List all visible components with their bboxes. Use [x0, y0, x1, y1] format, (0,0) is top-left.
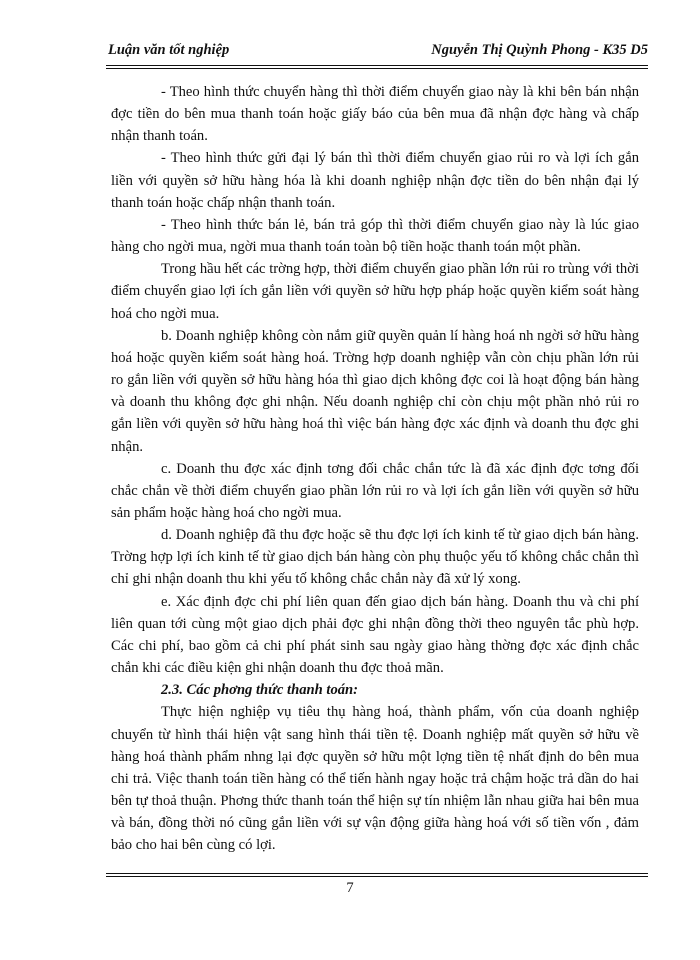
header-author: Nguyễn Thị Quỳnh Phong - K35 D5 [431, 42, 648, 58]
paragraph-risk-transfer: Trong hầu hết các trờng hợp, thời điểm chuyển giao phần lớn rủi ro trùng với thời điểm chuyển giao lợi ích gắn liền với quyền sở hữu hợp pháp hoặc quyền kiểm soát hàng hoá cho ngời mua. [111, 261, 639, 322]
header-thesis-title: Luận văn tốt nghiệp [108, 42, 230, 58]
page-number: 7 [346, 880, 354, 896]
paragraph-transfer-agent: - Theo hình thức gửi đại lý bán thì thời điểm chuyển giao rủi ro và lợi ích gắn liền với quyền sở hữu hàng hóa là khi doanh nghiệp nhận đợc tiền do bên nhận đại lý thanh toán hoặc chấp nhận thanh toán. [111, 150, 639, 211]
page-header [106, 40, 648, 62]
paragraph-transfer-retail: - Theo hình thức bán lẻ, bán trả góp thì thời điểm chuyển giao này là lúc giao hàng cho ngời mua, ngời mua thanh toán toàn bộ tiền hoặc thanh toán một phần. [111, 216, 639, 256]
paragraph-condition-c: c. Doanh thu đợc xác định tơng đối chắc chắn tức là đã xác định đợc tơng đối chắc chắn về thời điểm chuyển giao phần lớn rủi ro và lợi ích gắn liền với quyền sở hữu sản phẩm hoặc hàng hoá cho ngời mua. [111, 460, 639, 521]
header-rule [106, 65, 648, 69]
paragraph-transfer-shipping: - Theo hình thức chuyển hàng thì thời điểm chuyển giao này là khi bên bán nhận đợc tiền do bên mua thanh toán hoặc giấy báo của bên mua đã nhận đợc hàng và chấp nhận thanh toán. [111, 84, 639, 145]
paragraph-condition-e: e. Xác định đợc chi phí liên quan đến giao dịch bán hàng. Doanh thu và chi phí liên quan tới cùng một giao dịch phải đợc ghi nhận đồng thời theo nguyên tắc phù hợp. Các chi phí, bao gồm cả chi phí phát sinh sau ngày giao hàng thờng đợc xác định chắc chắn khi các điều kiện ghi nhận doanh thu đợc thoả mãn. [111, 593, 639, 677]
footer-rule [106, 873, 648, 877]
section-heading: 2.3. Các phơng thức thanh toán: [161, 682, 359, 699]
paragraph-condition-d: d. Doanh nghiệp đã thu đợc hoặc sẽ thu đợc lợi ích kinh tế từ giao dịch bán hàng. Trờng hợp lợi ích kinh tế từ giao dịch bán hàng còn phụ thuộc yếu tố không chắc chắn thì chỉ ghi nhận doanh thu khi yếu tố không chắc chắn này đã xử lý xong. [111, 527, 639, 588]
paragraph-payment-methods: Thực hiện nghiệp vụ tiêu thụ hàng hoá, thành phẩm, vốn của doanh nghiệp chuyển từ hình thái hiện vật sang hình thái tiền tệ. Doanh nghiệp mất quyền sở hữu về hàng hoá thành phẩm nhng lại đợc quyền sở hữu một lợng tiền tệ nhất định do bên mua chi trả. Việc thanh toán tiền hàng có thể tiến hành ngay hoặc trả chậm hoặc trả dần do hai bên tự thoả thuận. Phơng thức thanh toán thể hiện sự tín nhiệm lẫn nhau giữa hai bên mua và bán, đồng thời nó cũng gắn liền với sự vận động giữa hàng hoá với số tiền vốn , đảm bảo cho hai bên cùng có lợi. [111, 704, 639, 854]
page-body [111, 81, 639, 856]
paragraph-condition-b: b. Doanh nghiệp không còn nắm giữ quyền quản lí hàng hoá nh ngời sở hữu hàng hoá hoặc quyền kiểm soát hàng hoá. Trờng hợp doanh nghiệp vẫn còn chịu phần lớn rủi ro gắn liền với quyền sở hữu hàng hóa thì giao dịch không đợc coi là hoạt động bán hàng và doanh thu không đợc ghi nhận. Nếu doanh nghiệp chỉ còn chịu một phần nhỏ rủi ro gắn liền với quyền sở hữu hàng hoá thì việc bán hàng đợc xác định và doanh thu đợc ghi nhận. [111, 327, 639, 455]
